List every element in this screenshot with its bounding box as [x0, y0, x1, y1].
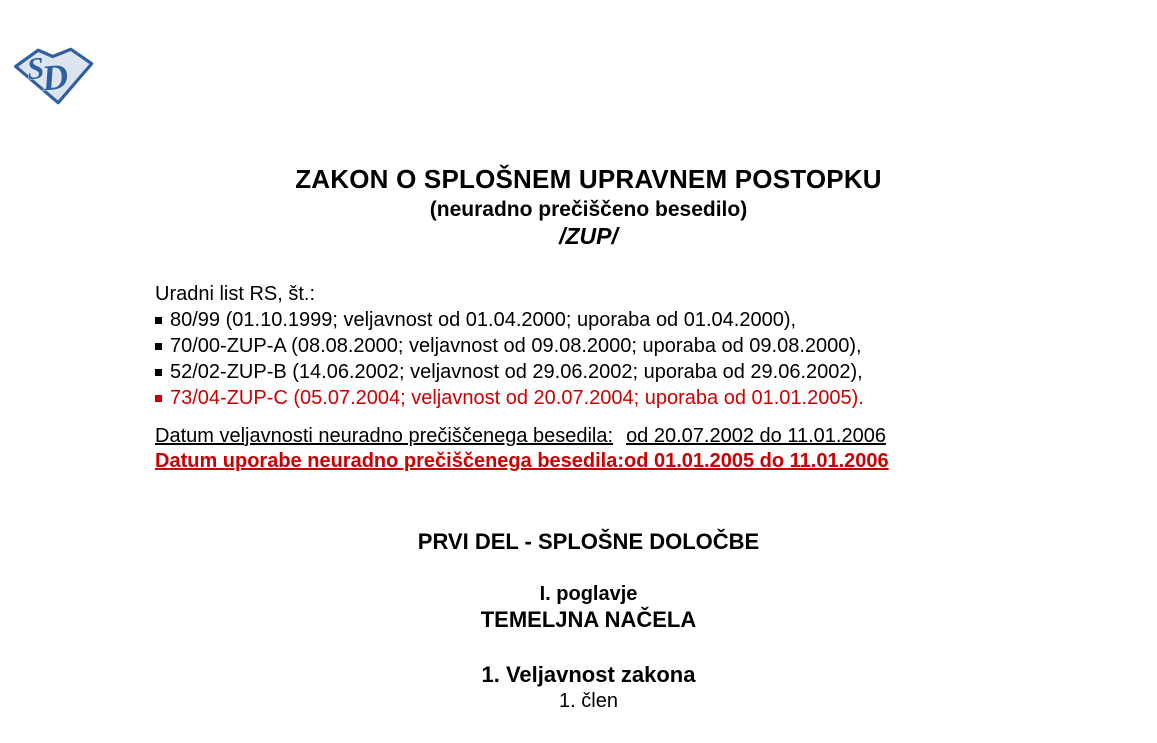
- validity-dates-block: [155, 424, 889, 474]
- validity-date-line: [155, 424, 889, 449]
- chapter-title: TEMELJNA NAČELA: [480, 607, 697, 632]
- article-heading-block: [20, 661, 1157, 714]
- document-subtitle: (neuradno prečiščeno besedilo): [429, 198, 748, 221]
- gazette-item-text: 73/04-ZUP-C (05.07.2004; veljavnost od 20.07.2004; uporaba od 01.01.2005).: [170, 387, 864, 409]
- document-abbreviation: /ZUP/: [559, 223, 618, 249]
- list-item: [155, 359, 864, 385]
- square-bullet-icon: [155, 369, 162, 376]
- list-item-amendment-zup-c: [155, 385, 864, 411]
- validity-value: od 20.07.2002 do 11.01.2006: [626, 425, 886, 447]
- gazette-item-text: 52/02-ZUP-B (14.06.2002; veljavnost od 29.06.2002; uporaba od 29.06.2002),: [170, 361, 863, 383]
- logo-letter-d-icon: D: [39, 56, 71, 99]
- chapter-number: I. poglavje: [539, 583, 638, 605]
- document-title-block: [20, 163, 1157, 250]
- list-item: [155, 307, 864, 333]
- list-item: [155, 333, 864, 359]
- gazette-list: [155, 281, 864, 411]
- validity-label: Datum veljavnosti neuradno prečiščenega besedila:: [155, 425, 614, 447]
- square-bullet-icon: [155, 317, 162, 324]
- square-bullet-icon: [155, 395, 162, 402]
- part-heading: PRVI DEL - SPLOŠNE DOLOČBE: [417, 529, 760, 554]
- gazette-item-text: 80/99 (01.10.1999; veljavnost od 01.04.2000; uporaba od 01.04.2000),: [170, 309, 797, 331]
- document-title: ZAKON O SPLOŠNEM UPRAVNEM POSTOPKU: [295, 164, 882, 194]
- usage-date-line: Datum uporabe neuradno prečiščenega besedila:od 01.01.2005 do 11.01.2006: [155, 450, 889, 472]
- article-group-title: 1. Veljavnost zakona: [481, 662, 696, 687]
- gazette-item-text: 70/00-ZUP-A (08.08.2000; veljavnost od 09.08.2000; uporaba od 09.08.2000),: [170, 335, 862, 357]
- article-number: 1. člen: [559, 690, 618, 712]
- gazette-heading: Uradni list RS, št.:: [155, 283, 316, 305]
- logo-letter-s-icon: S: [25, 50, 46, 87]
- square-bullet-icon: [155, 343, 162, 350]
- chapter-heading-block: [20, 581, 1157, 633]
- sd-logo: [12, 44, 98, 107]
